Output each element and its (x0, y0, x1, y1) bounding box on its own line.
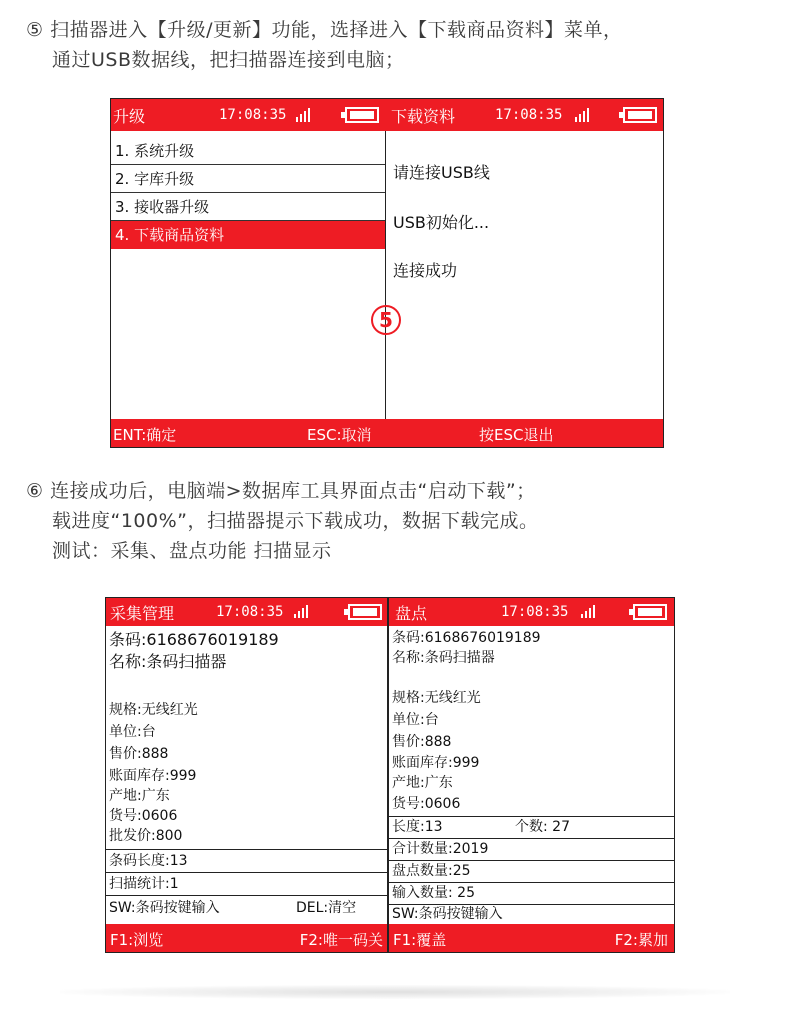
inventory-footer-bar (389, 924, 674, 953)
collect-time: 17:08:35 (216, 604, 284, 620)
battery-icon (348, 604, 382, 620)
step5-line1: ⑤ 扫描器进入【升级/更新】功能，选择进入【下载商品资料】菜单， (26, 19, 623, 41)
collect-f1-browse[interactable]: F1:浏览 (110, 930, 164, 949)
collect-price: 售价:888 (109, 746, 169, 762)
message-usb-init: USB初始化... (393, 213, 490, 232)
collect-footer-bar (106, 924, 387, 953)
inventory-barcode: 条码:6168676019189 (392, 630, 541, 646)
bottom-shadow (60, 985, 730, 999)
scanner-screen-collect (105, 597, 388, 953)
divider (106, 895, 387, 896)
collect-unit: 单位:台 (109, 724, 156, 740)
menu-item-download-goods[interactable]: 4. 下载商品资料 (111, 221, 385, 249)
inventory-origin: 产地:广东 (392, 775, 453, 791)
inventory-total: 合计数量:2019 (392, 841, 489, 857)
inventory-count: 个数: 27 (515, 819, 570, 835)
signal-icon (581, 605, 595, 618)
inventory-length: 长度:13 (392, 819, 443, 835)
signal-icon (294, 605, 308, 618)
collect-f2-unique-off[interactable]: F2:唯一码关 (299, 930, 383, 949)
step6-line2: 载进度“100%”，扫描器提示下载成功，数据下载完成。 (52, 510, 539, 532)
inventory-price: 售价:888 (392, 734, 452, 750)
step-marker: 5 (371, 305, 401, 335)
step5-line2: 通过USB数据线，把扫描器连接到电脑； (52, 49, 405, 71)
message-connect-usb: 请连接USB线 (393, 163, 490, 182)
collect-sw-input[interactable]: SW:条码按键输入 (109, 900, 220, 916)
battery-icon (623, 107, 657, 123)
screen1-left-time: 17:08:35 (219, 107, 287, 123)
footer-ent-confirm[interactable]: ENT:确定 (113, 425, 177, 444)
footer-esc-cancel[interactable]: ESC:取消 (307, 425, 372, 444)
inventory-stock: 账面库存:999 (392, 755, 480, 771)
inventory-unit: 单位:台 (392, 712, 439, 728)
message-connected: 连接成功 (393, 261, 458, 280)
collect-title-bar (106, 598, 387, 626)
scanner-screen-inventory (388, 597, 675, 953)
collect-stock: 账面库存:999 (109, 768, 197, 784)
inventory-name: 名称:条码扫描器 (392, 650, 495, 666)
signal-icon (575, 108, 589, 122)
menu-item-font-upgrade[interactable]: 2. 字库升级 (111, 165, 385, 193)
collect-name: 名称:条码扫描器 (109, 652, 227, 671)
step6-line3: 测试：采集、盘点功能 扫描显示 (52, 540, 332, 562)
scanner-screen-upgrade (110, 98, 664, 448)
screen1-divider (385, 131, 386, 419)
divider (106, 849, 387, 850)
collect-del-clear[interactable]: DEL:清空 (296, 900, 357, 916)
step6-line1: ⑥ 连接成功后，电脑端>数据库工具界面点击“启动下载”； (26, 480, 536, 502)
collect-origin: 产地:广东 (109, 788, 170, 804)
inventory-time: 17:08:35 (501, 604, 569, 620)
divider (106, 872, 387, 873)
collect-item-no: 货号:0606 (109, 808, 178, 824)
inventory-counted: 盘点数量:25 (392, 863, 471, 879)
inventory-title-bar (389, 598, 674, 626)
collect-spec: 规格:无线红光 (109, 702, 198, 718)
inventory-item-no: 货号:0606 (392, 796, 461, 812)
screen1-right-title: 下载资料 (391, 106, 456, 126)
menu-item-system-upgrade[interactable]: 1. 系统升级 (111, 137, 385, 165)
screen1-title-bar (111, 99, 663, 131)
collect-barcode: 条码:6168676019189 (109, 630, 279, 649)
inventory-f2-accumulate[interactable]: F2:累加 (614, 930, 668, 949)
step5-instruction (26, 15, 622, 75)
inventory-f1-overwrite[interactable]: F1:覆盖 (393, 930, 447, 949)
inventory-input-qty[interactable]: 输入数量: 25 (392, 885, 475, 901)
screen1-right-time: 17:08:35 (495, 107, 563, 123)
inventory-sw-input[interactable]: SW:条码按键输入 (392, 906, 503, 922)
footer-esc-exit[interactable]: 按ESC退出 (479, 425, 554, 444)
signal-icon (296, 108, 310, 122)
inventory-spec: 规格:无线红光 (392, 690, 481, 706)
step6-instruction (26, 476, 539, 566)
collect-wholesale: 批发价:800 (109, 828, 183, 844)
battery-icon (345, 107, 379, 123)
screen1-footer-bar (111, 419, 663, 448)
inventory-title: 盘点 (395, 603, 428, 623)
collect-scan-count: 扫描统计:1 (109, 876, 179, 892)
battery-icon (633, 604, 667, 620)
collect-title: 采集管理 (110, 603, 175, 623)
menu-item-receiver-upgrade[interactable]: 3. 接收器升级 (111, 193, 385, 221)
collect-barcode-length: 条码长度:13 (109, 853, 188, 869)
screen1-left-title: 升级 (113, 106, 146, 126)
